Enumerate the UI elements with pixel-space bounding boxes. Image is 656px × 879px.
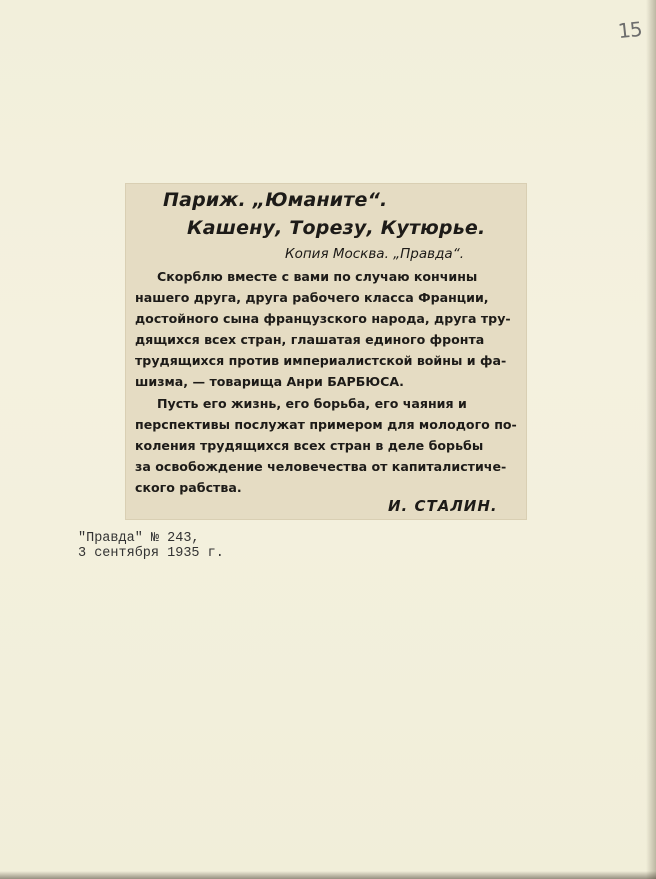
body-line: ского рабства.: [135, 480, 242, 495]
body-line: нашего друга, друга рабочего класса Франции,: [135, 290, 489, 305]
page-edge-shadow: [646, 0, 656, 879]
source-note-line-2: 3 сентября 1935 г.: [78, 546, 224, 561]
handwritten-page-number: 15: [616, 16, 643, 44]
heading-line-1: Париж. „Юманите“.: [163, 189, 388, 211]
source-note-line-1: "Правда" № 243,: [78, 531, 200, 546]
body-line: Пусть его жизнь, его борьба, его чаяния и: [157, 396, 467, 411]
source-note: [78, 531, 224, 561]
body-line: достойного сына французского народа, друга тру-: [135, 311, 511, 326]
body-line: дящихся всех стран, глашатая единого фронта: [135, 332, 485, 347]
newspaper-clipping: [125, 183, 527, 520]
body-line: шизма, — товарища Анри БАРБЮСА.: [135, 374, 404, 389]
heading-line-2: Кашену, Торезу, Кутюрье.: [187, 217, 486, 239]
signature: И. СТАЛИН.: [388, 497, 498, 515]
page-bottom-edge: [0, 871, 656, 879]
body-line: трудящихся против империалистской войны и фа-: [135, 353, 507, 368]
body-line: Скорблю вместе с вами по случаю кончины: [157, 269, 478, 284]
body-line: за освобождение человечества от капиталистиче-: [135, 459, 507, 474]
body-line: перспективы послужат примером для молодого по-: [135, 417, 517, 432]
body-line: коления трудящихся всех стран в деле борьбы: [135, 438, 484, 453]
copy-line: Копия Москва. „Правда“.: [285, 246, 464, 262]
